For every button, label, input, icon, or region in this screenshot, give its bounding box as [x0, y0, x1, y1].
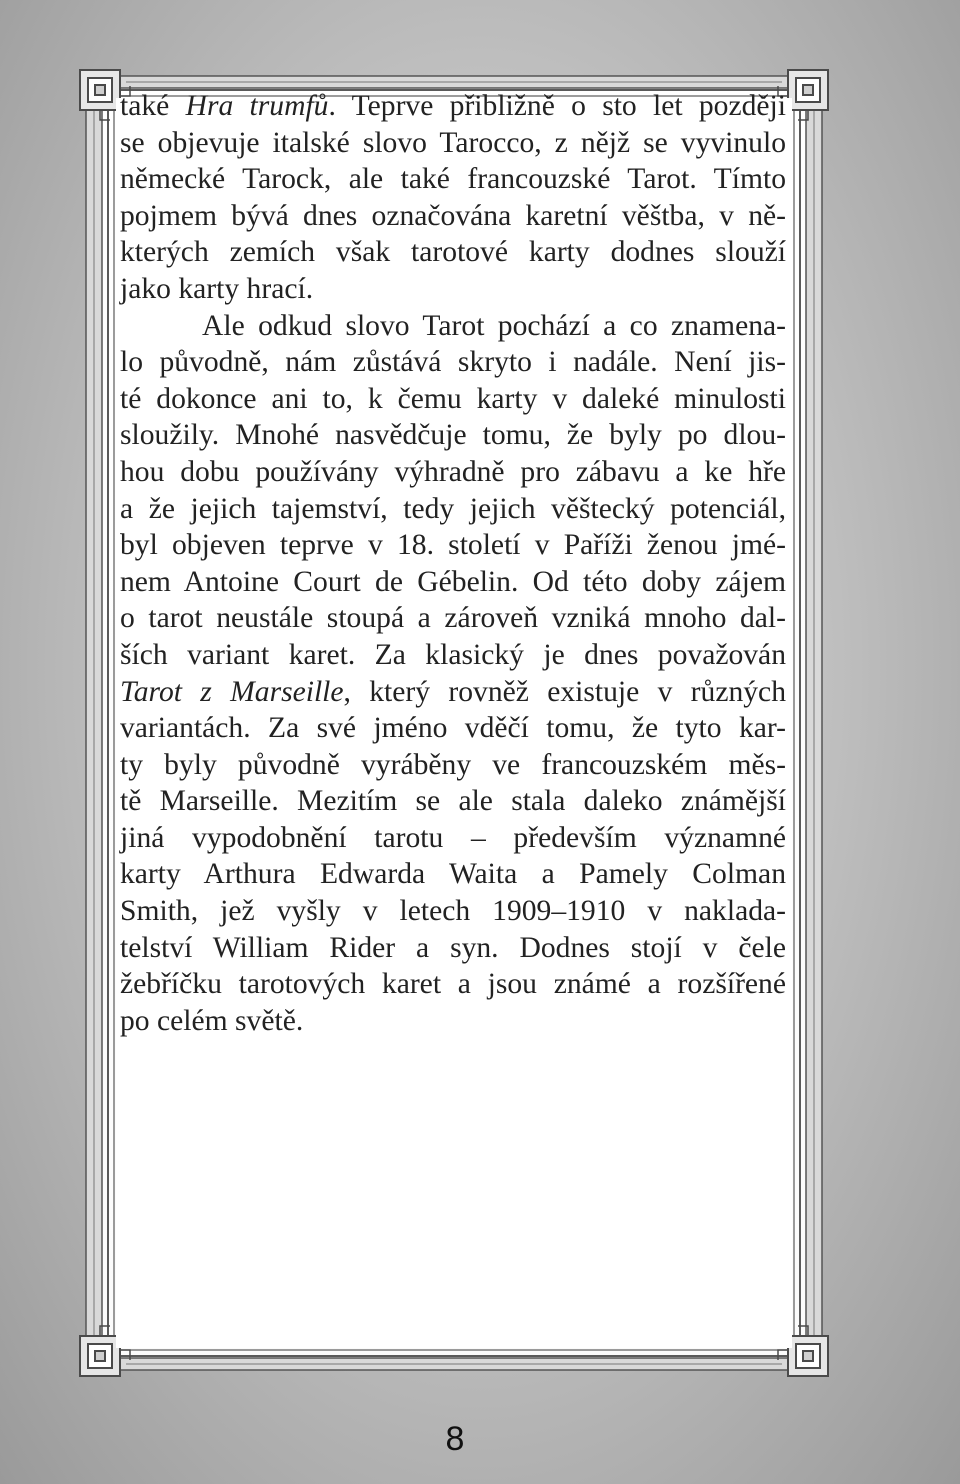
text-segment: ty byly původně vyráběny ve francouzském měs-	[120, 748, 786, 781]
text-line	[120, 564, 786, 601]
text-line	[120, 930, 786, 967]
text-line	[120, 1003, 786, 1040]
text-line	[120, 198, 786, 235]
text-segment: o tarot neustále stoupá a zároveň vzniká mnoho dal-	[120, 602, 786, 635]
text-line	[120, 783, 786, 820]
text-line	[120, 966, 786, 1003]
text-line	[120, 710, 786, 747]
body-text	[120, 88, 786, 1039]
text-line	[120, 88, 786, 125]
text-segment: jiná vypodobnění tarotu – především významné	[120, 821, 786, 854]
text-line	[120, 417, 786, 454]
text-segment: , který rovněž existuje v různých	[343, 675, 786, 708]
text-line	[120, 491, 786, 528]
italic-text: Hra trumfů	[185, 90, 329, 122]
text-segment: Ale odkud slovo Tarot pochází a co znamena-	[202, 309, 786, 342]
text-line	[120, 344, 786, 381]
text-line	[120, 381, 786, 418]
text-line	[120, 125, 786, 162]
text-segment: ších variant karet. Za klasický je dnes považován	[120, 638, 786, 671]
text-segment: sloužily. Mnohé nasvědčuje tomu, že byly po dlou-	[120, 419, 786, 452]
italic-text: Tarot z Marseille	[120, 675, 344, 708]
text-line	[120, 600, 786, 637]
text-segment: Smith, jež vyšly v letech 1909–1910 v naklada-	[120, 895, 786, 928]
text-line	[120, 308, 786, 345]
text-line	[120, 856, 786, 893]
text-segment: německé Tarock, ale také francouzské Tarot. Tímto	[120, 163, 786, 196]
text-segment: nem Antoine Court de Gébelin. Od této doby zájem	[120, 565, 786, 598]
text-line	[120, 893, 786, 930]
text-line	[120, 674, 786, 711]
text-segment: variantách. Za své jméno vděčí tomu, že tyto kar-	[120, 712, 786, 745]
text-line	[120, 637, 786, 674]
text-segment: a že jejich tajemství, tedy jejich věštecký potenciál,	[120, 492, 786, 525]
text-segment: se objevuje italské slovo Tarocco, z nějž se vyvinulo	[120, 126, 786, 159]
text-segment: lo původně, nám zůstává skryto i nadále. Není jis-	[120, 346, 786, 379]
text-segment: pojmem bývá dnes označována karetní věštba, v ně-	[120, 199, 786, 232]
text-line	[120, 234, 786, 271]
text-segment: tě Marseille. Mezitím se ale stala daleko známější	[120, 785, 786, 818]
text-segment: byl objeven teprve v 18. století v Paříži ženou jmé-	[120, 529, 786, 562]
text-line	[120, 454, 786, 491]
text-segment: . Teprve přibližně o sto let později	[328, 90, 786, 122]
page-number: 8	[445, 1420, 465, 1458]
text-segment: telství William Rider a syn. Dodnes stojí v čele	[120, 931, 786, 964]
text-segment: také	[120, 90, 186, 122]
text-line	[120, 527, 786, 564]
text-segment: karty Arthura Edwarda Waita a Pamely Colman	[120, 858, 786, 891]
text-line	[120, 161, 786, 198]
text-segment: žebříčku tarotových karet a jsou známé a rozšířené	[120, 968, 786, 1001]
text-line	[120, 820, 786, 857]
text-segment: té dokonce ani to, k čemu karty v daleké minulosti	[120, 382, 786, 415]
text-line	[120, 271, 786, 308]
text-segment: jako karty hrací.	[120, 272, 314, 305]
text-segment: kterých zemích však tarotové karty dodnes slouží	[120, 236, 786, 269]
text-segment: po celém světě.	[120, 1004, 304, 1037]
text-segment: hou dobu používány výhradně pro zábavu a ke hře	[120, 455, 786, 488]
text-line	[120, 747, 786, 784]
